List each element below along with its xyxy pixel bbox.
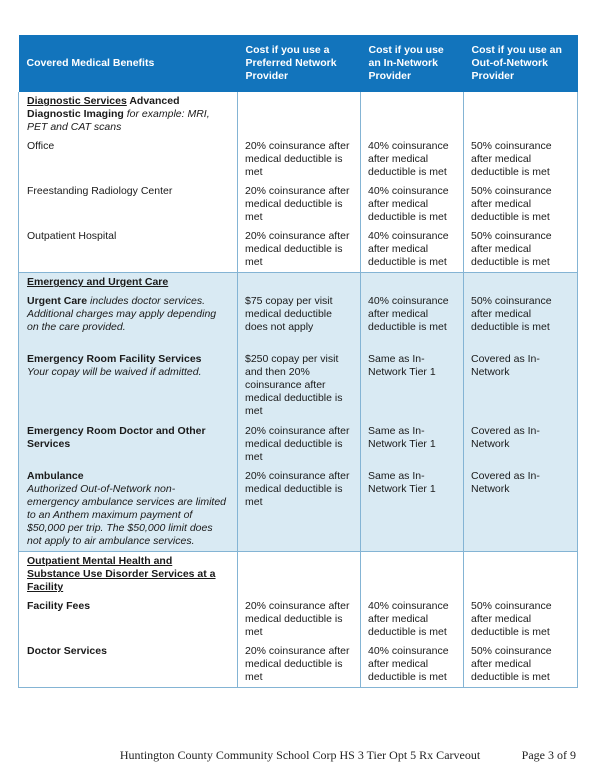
text-run: Authorized Out-of-Network non-emergency ambulance services are limited to an Anthem maximum payment of $50,000 per trip. The $50,000 limit does not apply to air ambulance services. (27, 483, 227, 548)
benefit-label (19, 422, 238, 467)
cost-preferred-network: 20% coinsurance after medical deductible is met (238, 642, 361, 688)
row-ambulance (19, 467, 578, 552)
text-run: Emergency Room Facility Services (27, 353, 202, 366)
cost-preferred-network: 20% coinsurance after medical deductible is met (238, 422, 361, 467)
cost-in-network: Same as In-Network Tier 1 (361, 467, 464, 552)
cost-preferred-network (238, 92, 361, 137)
row-outpatient-hospital (19, 227, 578, 273)
row-emergency-room-doctor-and-other-services (19, 422, 578, 467)
column-header-in-network: Cost if you use an In-Network Provider (361, 35, 464, 92)
cost-in-network: 40% coinsurance after medical deductible is met (361, 227, 464, 273)
benefits-table (18, 35, 578, 688)
text-run: Outpatient Mental Health and Substance Use Disorder Services at a Facility (27, 555, 216, 594)
cost-in-network: Same as In-Network Tier 1 (361, 350, 464, 422)
cost-out-of-network: 50% coinsurance after medical deductible is met (464, 182, 578, 227)
cost-out-of-network: 50% coinsurance after medical deductible is met (464, 137, 578, 182)
page-footer (0, 748, 600, 763)
text-run: Emergency Room Doctor and Other Services (27, 425, 206, 451)
text-run: Advanced Diagnostic Imaging (27, 95, 180, 121)
cost-out-of-network: Covered as In-Network (464, 350, 578, 422)
column-header-preferred-network: Cost if you use a Preferred Network Provider (238, 35, 361, 92)
cost-preferred-network: 20% coinsurance after medical deductible is met (238, 182, 361, 227)
cost-out-of-network (464, 273, 578, 293)
text-run: Facility Fees (27, 600, 91, 613)
cost-preferred-network (238, 552, 361, 598)
footer-page-number: Page 3 of 9 (521, 748, 576, 762)
text-run: Freestanding Radiology Center (27, 185, 173, 198)
text-run: includes doctor services. Additional charges may apply depending on the care provided. (27, 295, 217, 334)
cost-out-of-network (464, 92, 578, 137)
cost-out-of-network: Covered as In-Network (464, 467, 578, 552)
cost-in-network: 40% coinsurance after medical deductible is met (361, 292, 464, 350)
section-title (19, 273, 238, 293)
benefit-label (19, 137, 238, 182)
benefit-label (19, 642, 238, 688)
cost-out-of-network: Covered as In-Network (464, 422, 578, 467)
cost-preferred-network: 20% coinsurance after medical deductible is met (238, 597, 361, 642)
row-freestanding-radiology-center (19, 182, 578, 227)
benefit-label (19, 350, 238, 422)
cost-preferred-network: 20% coinsurance after medical deductible is met (238, 137, 361, 182)
cost-in-network (361, 92, 464, 137)
table-header-row (19, 35, 578, 92)
text-run: Emergency and Urgent Care (27, 276, 169, 289)
row-diagnostic-services (19, 92, 578, 137)
benefit-label (19, 467, 238, 552)
benefit-label (19, 227, 238, 273)
column-header-out-of-network: Cost if you use an Out-of-Network Provider (464, 35, 578, 92)
benefit-label (19, 92, 238, 137)
cost-in-network (361, 552, 464, 598)
text-run: Urgent Care (27, 295, 88, 308)
benefit-label (19, 292, 238, 350)
row-urgent-care (19, 292, 578, 350)
text-run: Outpatient Hospital (27, 230, 117, 243)
row-office (19, 137, 578, 182)
text-run: Your copay will be waived if admitted. (27, 366, 202, 379)
row-outpatient-mental-health-and-substance-use-disorder-services-at-a-facility (19, 552, 578, 598)
cost-preferred-network: 20% coinsurance after medical deductible is met (238, 227, 361, 273)
row-emergency-room-facility-services (19, 350, 578, 422)
section-title (19, 552, 238, 598)
cost-in-network (361, 273, 464, 293)
text-run: Office (27, 140, 55, 153)
cost-in-network: 40% coinsurance after medical deductible is met (361, 137, 464, 182)
row-doctor-services (19, 642, 578, 688)
cost-preferred-network: 20% coinsurance after medical deductible is met (238, 467, 361, 552)
row-facility-fees (19, 597, 578, 642)
cost-preferred-network: $250 copay per visit and then 20% coinsurance after medical deductible is met (238, 350, 361, 422)
cost-out-of-network: 50% coinsurance after medical deductible is met (464, 597, 578, 642)
cost-in-network: 40% coinsurance after medical deductible is met (361, 182, 464, 227)
text-run: Ambulance (27, 470, 84, 483)
benefit-label (19, 182, 238, 227)
cost-out-of-network: 50% coinsurance after medical deductible is met (464, 292, 578, 350)
cost-preferred-network: $75 copay per visit medical deductible does not apply (238, 292, 361, 350)
cost-in-network: 40% coinsurance after medical deductible is met (361, 642, 464, 688)
footer-document-title: Huntington County Community School Corp HS 3 Tier Opt 5 Rx Carveout (119, 748, 481, 762)
cost-out-of-network: 50% coinsurance after medical deductible is met (464, 642, 578, 688)
text-run: Diagnostic Services (27, 95, 127, 107)
benefit-label (19, 597, 238, 642)
column-header-covered-benefits: Covered Medical Benefits (19, 35, 238, 92)
text-run: Doctor Services (27, 645, 107, 658)
cost-in-network: 40% coinsurance after medical deductible is met (361, 597, 464, 642)
cost-preferred-network (238, 273, 361, 293)
row-emergency-and-urgent-care (19, 273, 578, 293)
cost-in-network: Same as In-Network Tier 1 (361, 422, 464, 467)
text-run: for example: MRI, PET and CAT scans (27, 108, 210, 134)
cost-out-of-network (464, 552, 578, 598)
cost-out-of-network: 50% coinsurance after medical deductible is met (464, 227, 578, 273)
